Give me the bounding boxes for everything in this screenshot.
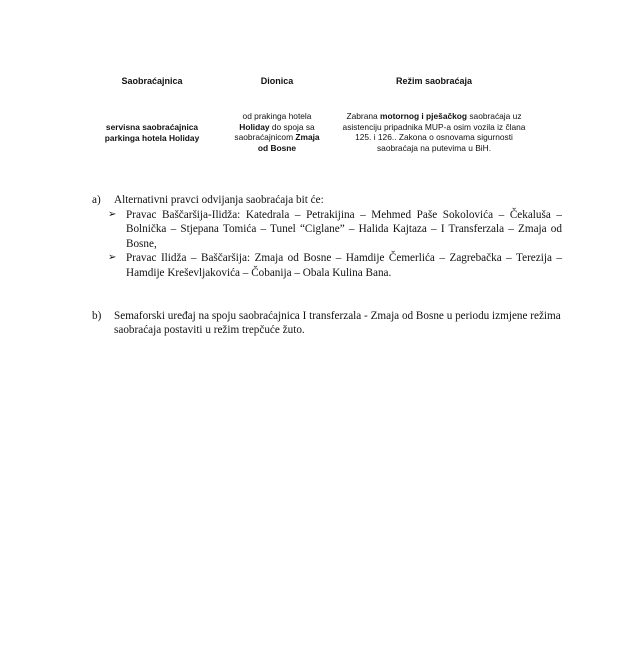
- road-line-2: parkinga hotela Holiday: [104, 132, 200, 143]
- section-line-3-text: saobraćajnicom: [234, 132, 296, 143]
- table-header-row: [88, 76, 558, 86]
- item-b-text: Semaforski uređaj na spoju saobraćajnica I transferzala - Zmaja od Bosne u periodu izmjene režima saobraćaja postaviti u režim trepčuće žuto.: [114, 309, 561, 337]
- list-item-b: [92, 309, 562, 338]
- section-line-4: od Bosne: [257, 142, 297, 153]
- table-row: [88, 111, 558, 153]
- route-item: [108, 208, 562, 252]
- header-road: Saobraćajnica: [121, 76, 183, 86]
- section-street-name: Zmaja: [295, 132, 320, 143]
- road-line-1: servisna saobraćajnica: [105, 122, 199, 133]
- item-b-label: b): [92, 309, 102, 322]
- section-line-2-text: do spoja sa: [269, 121, 315, 132]
- regime-line-2: asistenciju pripadnika MUP-a osim vozila iz člana: [342, 121, 526, 132]
- list-item-a: [92, 193, 562, 208]
- route-item: [108, 251, 562, 280]
- cell-road: [88, 122, 216, 153]
- cell-section: [230, 111, 324, 153]
- traffic-table: [88, 76, 558, 153]
- section-line-1: od prakinga hotela: [242, 111, 312, 122]
- section-line-3: [230, 132, 324, 142]
- regime-line-1-end: saobraćaja uz: [467, 111, 522, 122]
- arrow-bullet-icon: ➢: [108, 252, 117, 264]
- regime-line-1-start: Zabrana: [346, 111, 380, 122]
- route-text-2: Pravac Ilidža – Baščaršija: Zmaja od Bosne – Hamdije Čemerlića – Zagrebačka – Terezija – Hamdije Kreševljakovića – Čobanija – Obala Kulina Bana.: [126, 252, 562, 279]
- regime-line-4: saobraćaja na putevima u BiH.: [376, 142, 492, 153]
- section-line-2: [230, 122, 324, 132]
- item-a-intro: Alternativni pravci odvijanja saobraćaja bit će:: [114, 194, 324, 206]
- measures-list: [92, 193, 562, 338]
- regime-line-3: 125. i 126.. Zakona o osnovama sigurnosti: [355, 132, 513, 143]
- regime-line-1: [334, 111, 534, 121]
- route-text-1: Pravac Baščaršija-Ilidža: Katedrala – Petrakijina – Mehmed Paše Sokolovića – Čekaluša – Bolnička – Stjepana Tomića – Tunel “Ciglane” – Halida Kajtaza – I Transferzala – Zmaja od Bosne,: [126, 208, 562, 250]
- regime-bold: motornog i pješačkog: [380, 111, 468, 122]
- item-a-label: a): [92, 194, 101, 206]
- header-regime: Režim saobraćaja: [395, 76, 473, 86]
- arrow-bullet-icon: ➢: [108, 208, 117, 220]
- section-hotel-name: Holiday: [239, 121, 270, 132]
- header-section: Dionica: [260, 76, 294, 86]
- cell-regime: [334, 111, 534, 153]
